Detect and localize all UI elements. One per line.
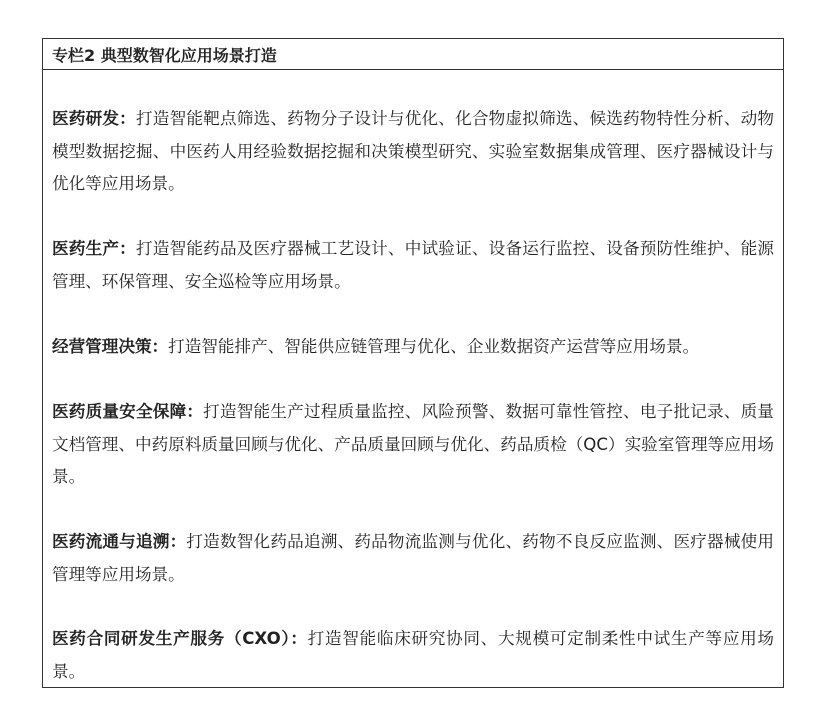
section-quality-safety: [52, 396, 774, 494]
section-text: 打造智能排产、智能供应链管理与优化、企业数据资产运营等应用场景。: [168, 337, 700, 356]
section-distribution-traceability: [52, 526, 774, 591]
box-title: 专栏2 典型数智化应用场景打造: [43, 39, 783, 70]
feature-box: [42, 38, 784, 688]
section-heading: 医药研发：: [52, 109, 136, 128]
section-heading: 医药流通与追溯：: [52, 532, 187, 551]
section-heading: 医药生产：: [52, 239, 136, 258]
section-management-decision: [52, 331, 774, 364]
section-text: 打造智能临床研究协同、大规模可定制柔性中试生产等应用场景。: [52, 629, 775, 681]
section-cxo: [52, 623, 774, 688]
section-heading: 经营管理决策：: [52, 337, 169, 356]
section-heading: 医药质量安全保障：: [52, 402, 204, 421]
section-heading: 医药合同研发生产服务（CXO）：: [52, 629, 308, 648]
section-drug-production: [52, 233, 774, 298]
section-text: 打造智能药品及医疗器械工艺设计、中试验证、设备运行监控、设备预防性维护、能源管理、环保管理、安全巡检等应用场景。: [52, 239, 775, 291]
section-text: 打造数智化药品追溯、药品物流监测与优化、药物不良反应监测、医疗器械使用管理等应用场景。: [52, 532, 775, 584]
section-text: 打造智能生产过程质量监控、风险预警、数据可靠性管控、电子批记录、质量文档管理、中药原料质量回顾与优化、产品质量回顾与优化、药品质检（QC）实验室管理等应用场景。: [52, 402, 775, 486]
section-text: 打造智能靶点筛选、药物分子设计与优化、化合物虚拟筛选、候选药物特性分析、动物模型数据挖掘、中医药人用经验数据挖掘和决策模型研究、实验室数据集成管理、医疗器械设计与优化等应用场景。: [52, 109, 775, 193]
section-drug-rd: [52, 103, 774, 201]
